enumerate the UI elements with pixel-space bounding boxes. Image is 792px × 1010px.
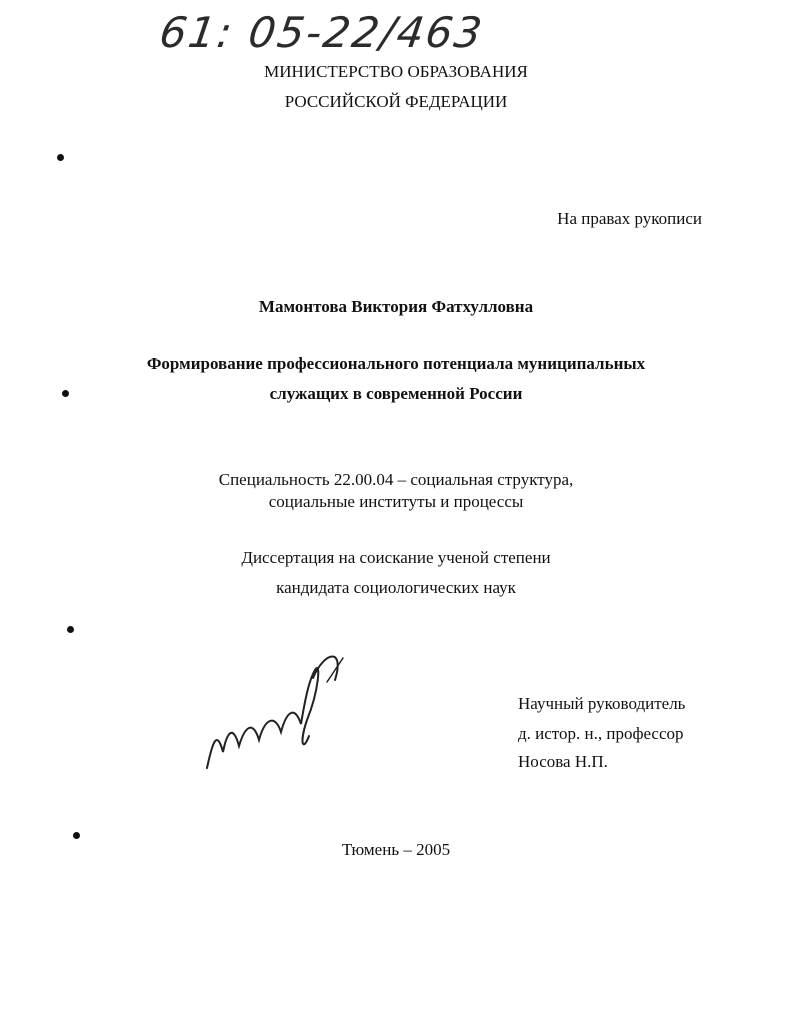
dissertation-line-1: Диссертация на соискание ученой степени xyxy=(241,548,551,567)
handwritten-registration-code: 61: 05-22/463 xyxy=(156,8,487,57)
scan-mark xyxy=(57,154,64,161)
specialty-line-2: социальные институты и процессы xyxy=(268,492,524,511)
rights-note: На правах рукописи xyxy=(557,209,702,228)
author-name: Мамонтова Виктория Фатхулловна xyxy=(258,297,534,316)
supervisor-name: Носова Н.П. xyxy=(518,752,608,771)
signature-image xyxy=(195,640,355,780)
supervisor-degree: д. истор. н., профессор xyxy=(518,724,684,743)
title-line-1: Формирование профессионального потенциала муниципальных xyxy=(146,354,646,373)
scan-mark xyxy=(73,832,80,839)
dissertation-line-2: кандидата социологических наук xyxy=(276,578,516,597)
title-line-2: служащих в современной России xyxy=(269,384,523,403)
ministry-line-1: МИНИСТЕРСТВО ОБРАЗОВАНИЯ xyxy=(264,62,528,81)
specialty-line-1: Специальность 22.00.04 – социальная структура, xyxy=(218,470,574,489)
scan-mark xyxy=(67,626,74,633)
supervisor-label: Научный руководитель xyxy=(518,694,686,713)
ministry-line-2: РОССИЙСКОЙ ФЕДЕРАЦИИ xyxy=(284,92,508,111)
scan-mark xyxy=(62,390,69,397)
city-year: Тюмень – 2005 xyxy=(341,840,451,859)
